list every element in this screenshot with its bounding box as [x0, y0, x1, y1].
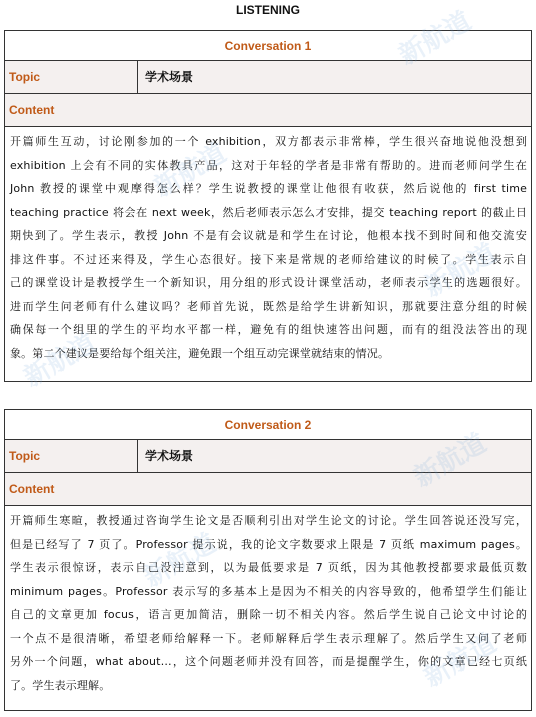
content-label: Content — [5, 473, 531, 506]
conversation-title: Conversation 2 — [5, 410, 531, 440]
topic-row — [5, 440, 531, 473]
content-label: Content — [5, 94, 531, 127]
content-body — [5, 127, 531, 381]
content-line: minimum pages。Professor 表示写的多基本上是因为不相关的内容导致的，他希望学生们能让 — [10, 584, 527, 598]
content-line: 自己的文章更加 focus，语言更加简洁，删除一切不相关内容。然后学生说自己论文中讨论的 — [10, 608, 527, 621]
content-line: 期快到了。学生表示，教授 John 不是有会议就是和学生在讨论，他根本找不到时间和他交流安 — [10, 229, 527, 242]
watermark-logo: 新航道 — [138, 527, 222, 593]
conversation-2-table — [4, 409, 532, 711]
content-line: exhibition 上会有不同的实体教具产品，这对于年轻的学者是非常有帮助的。进而老师问学生在 — [10, 158, 527, 172]
content-line: 己的课堂设计是教授学生一个新知识，用分组的形式设计课堂活动，老师表示学生的选题很好。 — [10, 276, 527, 289]
content-line: 另外一个问题，what about…，这个问题老师并没有回答，而是提醒学生，你的文章已经七页纸 — [10, 655, 527, 668]
content-body — [5, 506, 531, 710]
topic-value: 学术场景 — [145, 449, 194, 463]
watermark-logo: 新航道 — [418, 237, 502, 303]
conversation-title: Conversation 1 — [5, 31, 531, 61]
content-line: teaching practice 将会在 next week，然后老师表示怎么才安排，提交 teaching report 的截止日 — [10, 205, 527, 219]
topic-label: Topic — [5, 61, 138, 93]
topic-label: Topic — [5, 440, 138, 472]
watermark-logo: 新航道 — [18, 327, 102, 393]
content-line: 了。学生表示理解。 — [10, 678, 111, 692]
watermark-logo: 新航道 — [393, 5, 477, 71]
content-line: 确保每一个组里的学生的平均水平都一样，避免有的组快速答出问题，而有的组没法答出的现 — [10, 323, 527, 336]
content-line: John 教授的课堂中观摩得怎么样？学生说教授的课堂让他很有收获，然后说他的 first time — [10, 182, 527, 195]
watermark-logo: 新航道 — [148, 137, 232, 203]
watermark-logo: 新航道 — [418, 627, 502, 693]
content-line: 但是已经写了 7 页了。Professor 提示说，我的论文字数要求上限是 7 页纸 maximum pages。 — [10, 537, 527, 551]
page-title: LISTENING — [235, 3, 300, 17]
content-line: 学生表示很惊讶，表示自己没注意到，以为最低要求是 7 页纸，因为其他教授都要求最低页数 — [10, 561, 527, 574]
conversation-1-table — [4, 30, 532, 382]
content-line: 开篇师生寒暄，教授通过咨询学生论文是否顺利引出对学生论文的讨论。学生回答说还没写完， — [10, 514, 527, 527]
content-line: 开篇师生互动，讨论刚参加的一个 exhibition，双方都表示非常棒，学生很兴奋地说他没想到 — [10, 135, 527, 148]
content-line: 象。第二个建议是要给每个组关注，避免跟一个组互动完课堂就结束的情况。 — [10, 346, 390, 360]
content-line: 排这件事。不过还来得及，学生心态很好。接下来是常规的老师给建议的时候了。学生表示自 — [10, 252, 527, 266]
content-line: 一个点不是很清晰，希望老师给解释一下。老师解释后学生表示理解了。然后学生又问了老师 — [10, 631, 527, 645]
topic-row — [5, 61, 531, 94]
content-line: 进而学生问老师有什么建议吗？老师首先说，既然是给学生讲新知识，那就要注意分组的时候 — [10, 299, 527, 313]
topic-value: 学术场景 — [145, 70, 194, 84]
